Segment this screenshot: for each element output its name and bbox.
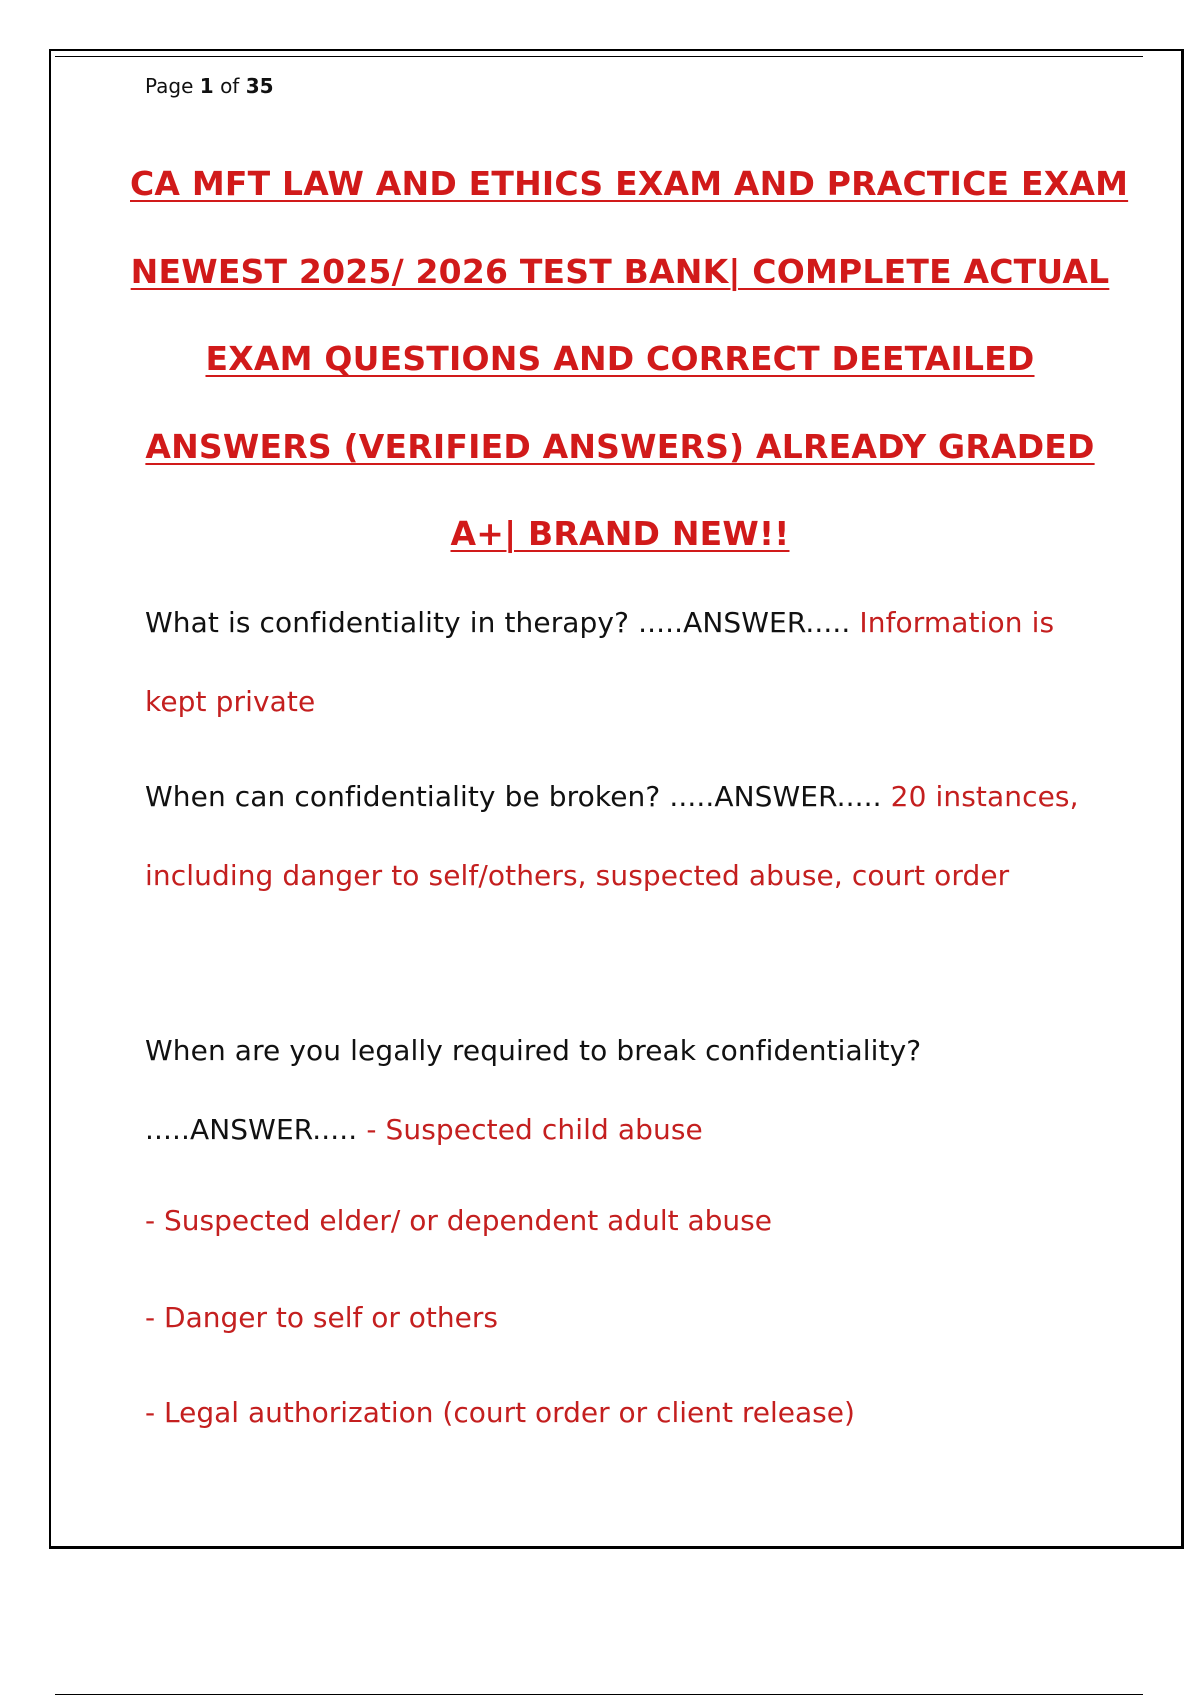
answer-text: Information is kept private <box>145 606 1055 718</box>
title-line: A+| BRAND NEW!! <box>450 514 790 553</box>
answer-marker: .....ANSWER..... <box>145 1113 367 1146</box>
title-line: NEWEST 2025/ 2026 TEST BANK| COMPLETE ACTUAL <box>130 251 1110 291</box>
question-text: When are you legally required to break confidentiality? <box>145 1034 922 1067</box>
qa-item <box>145 1011 1085 1169</box>
qa-item <box>145 757 1085 915</box>
answer-text: 20 instances, including danger to self/others, suspected abuse, court order <box>145 780 1079 892</box>
question-text: When can confidentiality be broken? <box>145 780 661 813</box>
answer-list-item: - Legal authorization (court order or client release) <box>145 1396 855 1429</box>
title-line: CA MFT LAW AND ETHICS EXAM AND PRACTICE EXAM <box>130 164 1129 203</box>
answer-list-item: - Suspected elder/ or dependent adult abuse <box>145 1204 772 1237</box>
footer-rule <box>55 1694 1143 1695</box>
title-line: ANSWERS (VERIFIED ANSWERS) ALREADY GRADED <box>145 426 1095 466</box>
page-label: Page <box>145 74 194 98</box>
answer-text: - Suspected child abuse <box>366 1113 703 1146</box>
header-rule <box>55 56 1143 57</box>
answer-marker: .....ANSWER..... <box>660 780 891 813</box>
page-number <box>145 74 274 98</box>
page-total: 35 <box>245 74 274 98</box>
page-current: 1 <box>199 74 214 98</box>
question-text: What is confidentiality in therapy? <box>145 606 630 639</box>
title-line: EXAM QUESTIONS AND CORRECT DEETAILED <box>205 339 1035 378</box>
page-of-label: of <box>220 74 240 98</box>
qa-item <box>145 583 1085 741</box>
document-title <box>130 140 1129 578</box>
answer-list-item: - Danger to self or others <box>145 1301 498 1334</box>
answer-marker: .....ANSWER..... <box>629 606 860 639</box>
